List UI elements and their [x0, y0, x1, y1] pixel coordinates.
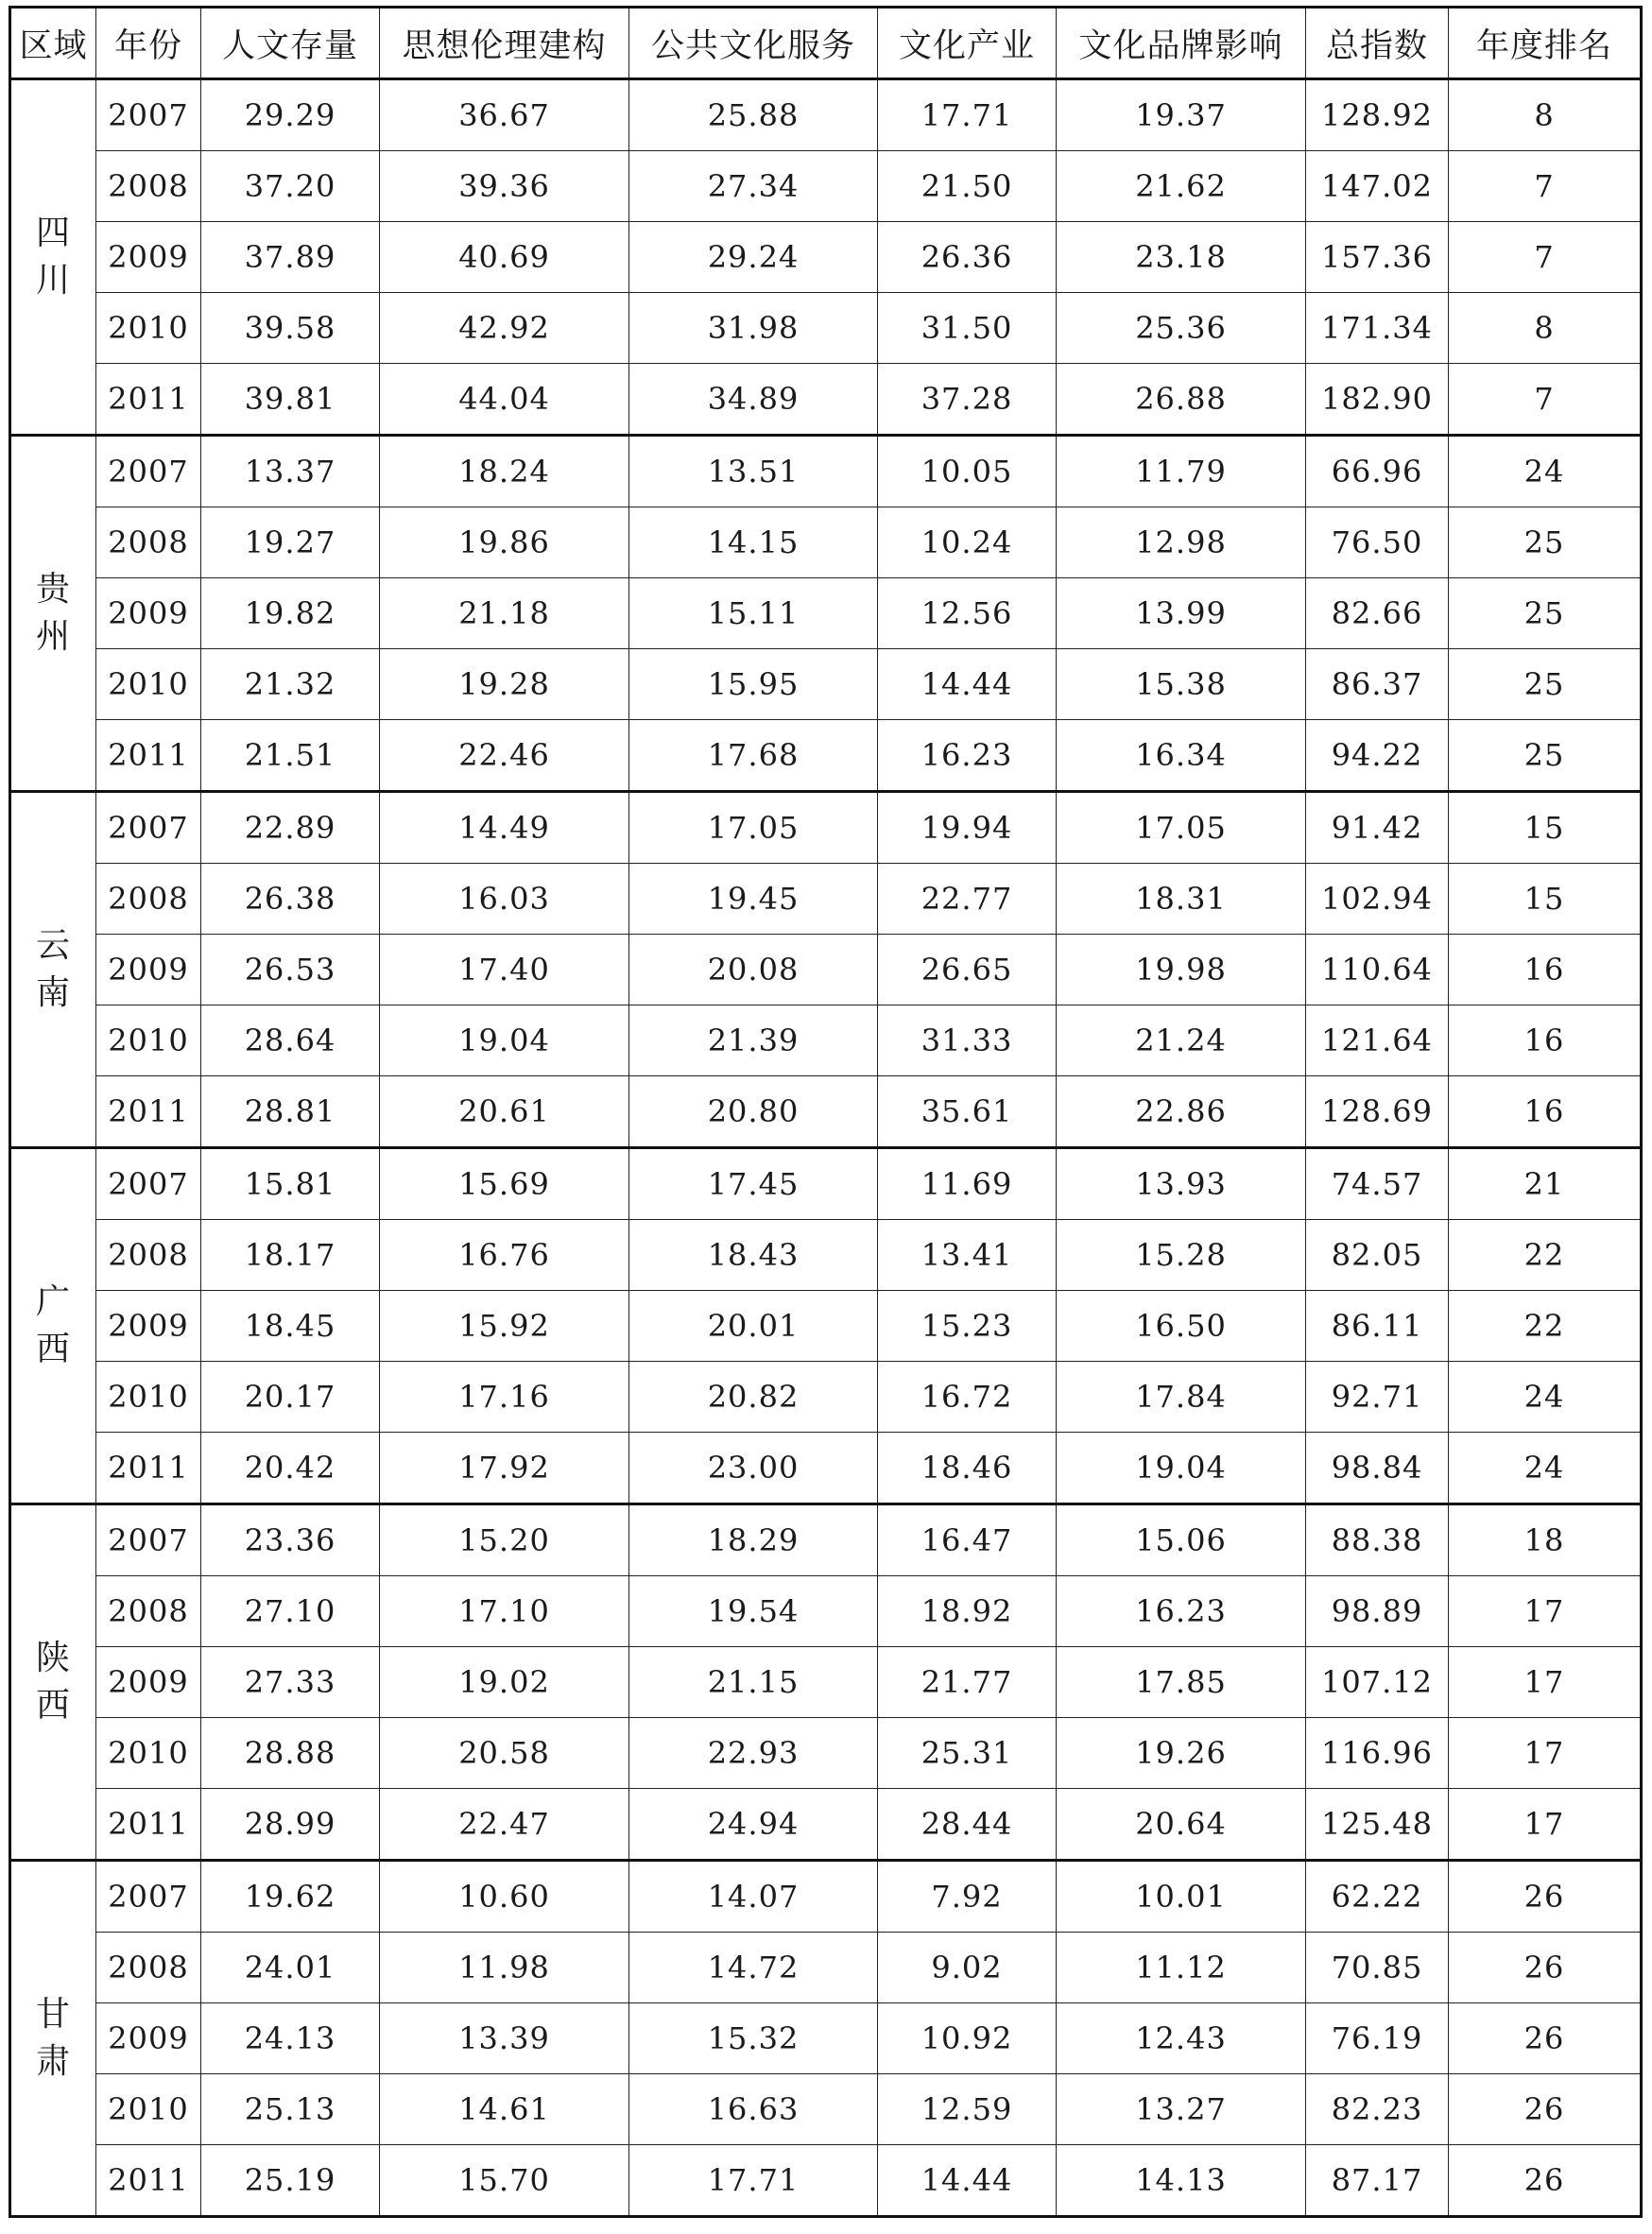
year-cell: 2011 — [96, 720, 201, 792]
public-cultural-service-cell: 20.80 — [629, 1076, 878, 1148]
annual-rank-cell: 7 — [1449, 151, 1642, 222]
annual-rank-cell: 26 — [1449, 2003, 1642, 2074]
annual-rank-cell: 15 — [1449, 792, 1642, 864]
public-cultural-service-cell: 15.95 — [629, 649, 878, 720]
region-cell — [10, 436, 96, 792]
cultural-industry-cell: 26.36 — [878, 222, 1057, 293]
cultural-stock-cell: 26.38 — [201, 864, 380, 935]
table-row — [10, 507, 1642, 578]
cultural-brand-influence-cell: 15.06 — [1057, 1504, 1306, 1576]
table-row — [10, 2145, 1642, 2217]
cultural-industry-cell: 11.69 — [878, 1148, 1057, 1220]
year-cell: 2007 — [96, 1148, 201, 1220]
total-index-cell: 121.64 — [1306, 1005, 1449, 1076]
year-cell: 2007 — [96, 792, 201, 864]
cultural-brand-influence-cell: 13.99 — [1057, 578, 1306, 649]
cultural-stock-cell: 18.17 — [201, 1220, 380, 1291]
cultural-stock-cell: 19.82 — [201, 578, 380, 649]
cultural-brand-influence-cell: 13.27 — [1057, 2074, 1306, 2145]
public-cultural-service-cell: 24.94 — [629, 1789, 878, 1861]
annual-rank-cell: 26 — [1449, 2074, 1642, 2145]
total-index-cell: 116.96 — [1306, 1718, 1449, 1789]
annual-rank-cell: 17 — [1449, 1718, 1642, 1789]
cultural-industry-cell: 13.41 — [878, 1220, 1057, 1291]
cultural-industry-cell: 16.23 — [878, 720, 1057, 792]
cultural-industry-cell: 31.50 — [878, 293, 1057, 364]
region-cell — [10, 792, 96, 1148]
cultural-stock-cell: 25.19 — [201, 2145, 380, 2217]
year-cell: 2008 — [96, 1933, 201, 2003]
annual-rank-cell: 26 — [1449, 1861, 1642, 1933]
total-index-cell: 66.96 — [1306, 436, 1449, 507]
cultural-industry-cell: 12.59 — [878, 2074, 1057, 2145]
cultural-stock-cell: 20.42 — [201, 1433, 380, 1504]
table-row — [10, 1291, 1642, 1362]
table-row — [10, 649, 1642, 720]
public-cultural-service-cell: 20.08 — [629, 935, 878, 1005]
total-index-cell: 82.66 — [1306, 578, 1449, 649]
cultural-stock-cell: 37.20 — [201, 151, 380, 222]
total-index-cell: 98.89 — [1306, 1576, 1449, 1647]
ethics-construction-cell: 17.16 — [380, 1362, 629, 1433]
header-annual-rank: 年度排名 — [1449, 8, 1642, 79]
public-cultural-service-cell: 14.07 — [629, 1861, 878, 1933]
region-name: 陕西 — [35, 1639, 71, 1725]
header-year: 年份 — [96, 8, 201, 79]
cultural-industry-cell: 9.02 — [878, 1933, 1057, 2003]
public-cultural-service-cell: 13.51 — [629, 436, 878, 507]
total-index-cell: 82.05 — [1306, 1220, 1449, 1291]
total-index-cell: 76.50 — [1306, 507, 1449, 578]
year-cell: 2010 — [96, 1005, 201, 1076]
cultural-stock-cell: 39.58 — [201, 293, 380, 364]
annual-rank-cell: 16 — [1449, 935, 1642, 1005]
total-index-cell: 87.17 — [1306, 2145, 1449, 2217]
annual-rank-cell: 22 — [1449, 1291, 1642, 1362]
public-cultural-service-cell: 25.88 — [629, 79, 878, 151]
annual-rank-cell: 26 — [1449, 1933, 1642, 2003]
cultural-stock-cell: 28.99 — [201, 1789, 380, 1861]
year-cell: 2010 — [96, 1718, 201, 1789]
ethics-construction-cell: 20.61 — [380, 1076, 629, 1148]
public-cultural-service-cell: 19.45 — [629, 864, 878, 935]
table-row — [10, 1504, 1642, 1576]
year-cell: 2011 — [96, 1433, 201, 1504]
table-row — [10, 293, 1642, 364]
public-cultural-service-cell: 20.82 — [629, 1362, 878, 1433]
ethics-construction-cell: 36.67 — [380, 79, 629, 151]
region-cell — [10, 1148, 96, 1504]
table-row — [10, 1362, 1642, 1433]
year-cell: 2010 — [96, 293, 201, 364]
annual-rank-cell: 17 — [1449, 1576, 1642, 1647]
cultural-brand-influence-cell: 25.36 — [1057, 293, 1306, 364]
ethics-construction-cell: 17.40 — [380, 935, 629, 1005]
cultural-stock-cell: 26.53 — [201, 935, 380, 1005]
total-index-cell: 92.71 — [1306, 1362, 1449, 1433]
total-index-cell: 157.36 — [1306, 222, 1449, 293]
total-index-cell: 182.90 — [1306, 364, 1449, 436]
table-row — [10, 864, 1642, 935]
total-index-cell: 147.02 — [1306, 151, 1449, 222]
year-cell: 2008 — [96, 864, 201, 935]
year-cell: 2007 — [96, 1504, 201, 1576]
cultural-industry-cell: 15.23 — [878, 1291, 1057, 1362]
ethics-construction-cell: 39.36 — [380, 151, 629, 222]
region-name: 贵州 — [35, 570, 71, 656]
cultural-brand-influence-cell: 12.98 — [1057, 507, 1306, 578]
year-cell: 2009 — [96, 222, 201, 293]
cultural-industry-cell: 35.61 — [878, 1076, 1057, 1148]
annual-rank-cell: 16 — [1449, 1076, 1642, 1148]
ethics-construction-cell: 21.18 — [380, 578, 629, 649]
cultural-industry-cell: 37.28 — [878, 364, 1057, 436]
ethics-construction-cell: 15.92 — [380, 1291, 629, 1362]
table-row — [10, 2003, 1642, 2074]
table-header — [10, 8, 1642, 79]
year-cell: 2009 — [96, 1291, 201, 1362]
total-index-cell: 74.57 — [1306, 1148, 1449, 1220]
total-index-cell: 70.85 — [1306, 1933, 1449, 2003]
cultural-industry-cell: 16.72 — [878, 1362, 1057, 1433]
cultural-stock-cell: 18.45 — [201, 1291, 380, 1362]
table-row — [10, 1647, 1642, 1718]
year-cell: 2007 — [96, 436, 201, 507]
cultural-brand-influence-cell: 17.05 — [1057, 792, 1306, 864]
year-cell: 2011 — [96, 364, 201, 436]
ethics-construction-cell: 19.04 — [380, 1005, 629, 1076]
cultural-industry-cell: 18.46 — [878, 1433, 1057, 1504]
cultural-industry-cell: 7.92 — [878, 1861, 1057, 1933]
ethics-construction-cell: 15.70 — [380, 2145, 629, 2217]
cultural-stock-cell: 37.89 — [201, 222, 380, 293]
year-cell: 2011 — [96, 2145, 201, 2217]
header-row — [10, 8, 1642, 79]
cultural-industry-cell: 31.33 — [878, 1005, 1057, 1076]
public-cultural-service-cell: 17.71 — [629, 2145, 878, 2217]
annual-rank-cell: 25 — [1449, 649, 1642, 720]
annual-rank-cell: 7 — [1449, 222, 1642, 293]
year-cell: 2008 — [96, 507, 201, 578]
cultural-brand-influence-cell: 15.28 — [1057, 1220, 1306, 1291]
annual-rank-cell: 17 — [1449, 1789, 1642, 1861]
table-row — [10, 2074, 1642, 2145]
cultural-brand-influence-cell: 19.98 — [1057, 935, 1306, 1005]
cultural-industry-cell: 16.47 — [878, 1504, 1057, 1576]
table-row — [10, 436, 1642, 507]
region-name: 云南 — [35, 926, 71, 1012]
table-row — [10, 1933, 1642, 2003]
cultural-brand-influence-cell: 15.38 — [1057, 649, 1306, 720]
total-index-cell: 86.37 — [1306, 649, 1449, 720]
table-row — [10, 364, 1642, 436]
table-row — [10, 1861, 1642, 1933]
total-index-cell: 125.48 — [1306, 1789, 1449, 1861]
cultural-brand-influence-cell: 11.79 — [1057, 436, 1306, 507]
public-cultural-service-cell: 34.89 — [629, 364, 878, 436]
ethics-construction-cell: 19.86 — [380, 507, 629, 578]
cultural-stock-cell: 24.01 — [201, 1933, 380, 2003]
annual-rank-cell: 15 — [1449, 864, 1642, 935]
header-cultural-brand-influence: 文化品牌影响 — [1057, 8, 1306, 79]
header-region: 区域 — [10, 8, 96, 79]
total-index-cell: 107.12 — [1306, 1647, 1449, 1718]
total-index-cell: 102.94 — [1306, 864, 1449, 935]
annual-rank-cell: 25 — [1449, 578, 1642, 649]
annual-rank-cell: 18 — [1449, 1504, 1642, 1576]
annual-rank-cell: 25 — [1449, 720, 1642, 792]
cultural-stock-cell: 27.10 — [201, 1576, 380, 1647]
cultural-brand-influence-cell: 23.18 — [1057, 222, 1306, 293]
annual-rank-cell: 25 — [1449, 507, 1642, 578]
header-public-cultural-service: 公共文化服务 — [629, 8, 878, 79]
public-cultural-service-cell: 16.63 — [629, 2074, 878, 2145]
public-cultural-service-cell: 17.68 — [629, 720, 878, 792]
header-cultural-industry: 文化产业 — [878, 8, 1057, 79]
table-row — [10, 1076, 1642, 1148]
region-name: 四川 — [35, 214, 71, 300]
cultural-industry-cell: 21.77 — [878, 1647, 1057, 1718]
total-index-cell: 82.23 — [1306, 2074, 1449, 2145]
ethics-construction-cell: 19.02 — [380, 1647, 629, 1718]
total-index-cell: 128.92 — [1306, 79, 1449, 151]
annual-rank-cell: 17 — [1449, 1647, 1642, 1718]
cultural-industry-cell: 17.71 — [878, 79, 1057, 151]
cultural-brand-influence-cell: 19.04 — [1057, 1433, 1306, 1504]
public-cultural-service-cell: 29.24 — [629, 222, 878, 293]
table-row — [10, 792, 1642, 864]
public-cultural-service-cell: 17.45 — [629, 1148, 878, 1220]
region-cell — [10, 79, 96, 436]
cultural-stock-cell: 24.13 — [201, 2003, 380, 2074]
public-cultural-service-cell: 31.98 — [629, 293, 878, 364]
table-row — [10, 935, 1642, 1005]
table-row — [10, 1718, 1642, 1789]
cultural-brand-influence-cell: 17.85 — [1057, 1647, 1306, 1718]
public-cultural-service-cell: 17.05 — [629, 792, 878, 864]
table-row — [10, 1005, 1642, 1076]
ethics-construction-cell: 15.69 — [380, 1148, 629, 1220]
year-cell: 2009 — [96, 578, 201, 649]
cultural-stock-cell: 19.62 — [201, 1861, 380, 1933]
table-row — [10, 1433, 1642, 1504]
table-row — [10, 1220, 1642, 1291]
ethics-construction-cell: 15.20 — [380, 1504, 629, 1576]
year-cell: 2010 — [96, 1362, 201, 1433]
annual-rank-cell: 24 — [1449, 436, 1642, 507]
year-cell: 2008 — [96, 1576, 201, 1647]
public-cultural-service-cell: 18.43 — [629, 1220, 878, 1291]
cultural-brand-influence-cell: 20.64 — [1057, 1789, 1306, 1861]
annual-rank-cell: 8 — [1449, 79, 1642, 151]
cultural-stock-cell: 39.81 — [201, 364, 380, 436]
cultural-brand-influence-cell: 21.62 — [1057, 151, 1306, 222]
cultural-stock-cell: 25.13 — [201, 2074, 380, 2145]
cultural-brand-influence-cell: 19.26 — [1057, 1718, 1306, 1789]
region-name: 甘肃 — [35, 1995, 71, 2081]
cultural-stock-cell: 19.27 — [201, 507, 380, 578]
header-cultural-stock: 人文存量 — [201, 8, 380, 79]
annual-rank-cell: 16 — [1449, 1005, 1642, 1076]
year-cell: 2007 — [96, 79, 201, 151]
region-cell — [10, 1861, 96, 2217]
public-cultural-service-cell: 20.01 — [629, 1291, 878, 1362]
culture-index-table — [9, 6, 1643, 2218]
header-ethics-construction: 思想伦理建构 — [380, 8, 629, 79]
total-index-cell: 98.84 — [1306, 1433, 1449, 1504]
cultural-brand-influence-cell: 14.13 — [1057, 2145, 1306, 2217]
cultural-industry-cell: 14.44 — [878, 2145, 1057, 2217]
ethics-construction-cell: 16.76 — [380, 1220, 629, 1291]
ethics-construction-cell: 20.58 — [380, 1718, 629, 1789]
public-cultural-service-cell: 21.39 — [629, 1005, 878, 1076]
public-cultural-service-cell: 22.93 — [629, 1718, 878, 1789]
year-cell: 2009 — [96, 935, 201, 1005]
year-cell: 2011 — [96, 1789, 201, 1861]
year-cell: 2009 — [96, 2003, 201, 2074]
public-cultural-service-cell: 27.34 — [629, 151, 878, 222]
cultural-brand-influence-cell: 17.84 — [1057, 1362, 1306, 1433]
cultural-industry-cell: 18.92 — [878, 1576, 1057, 1647]
cultural-industry-cell: 12.56 — [878, 578, 1057, 649]
year-cell: 2008 — [96, 151, 201, 222]
public-cultural-service-cell: 18.29 — [629, 1504, 878, 1576]
cultural-stock-cell: 28.88 — [201, 1718, 380, 1789]
annual-rank-cell: 24 — [1449, 1433, 1642, 1504]
cultural-stock-cell: 13.37 — [201, 436, 380, 507]
table-row — [10, 1789, 1642, 1861]
table-row — [10, 1148, 1642, 1220]
table-row — [10, 151, 1642, 222]
region-name: 广西 — [35, 1282, 71, 1368]
cultural-industry-cell: 22.77 — [878, 864, 1057, 935]
cultural-stock-cell: 15.81 — [201, 1148, 380, 1220]
cultural-brand-influence-cell: 18.31 — [1057, 864, 1306, 935]
ethics-construction-cell: 17.10 — [380, 1576, 629, 1647]
cultural-brand-influence-cell: 19.37 — [1057, 79, 1306, 151]
cultural-stock-cell: 27.33 — [201, 1647, 380, 1718]
ethics-construction-cell: 10.60 — [380, 1861, 629, 1933]
ethics-construction-cell: 40.69 — [380, 222, 629, 293]
cultural-industry-cell: 19.94 — [878, 792, 1057, 864]
table-row — [10, 79, 1642, 151]
cultural-stock-cell: 22.89 — [201, 792, 380, 864]
cultural-stock-cell: 29.29 — [201, 79, 380, 151]
annual-rank-cell: 26 — [1449, 2145, 1642, 2217]
cultural-brand-influence-cell: 26.88 — [1057, 364, 1306, 436]
ethics-construction-cell: 42.92 — [380, 293, 629, 364]
public-cultural-service-cell: 14.15 — [629, 507, 878, 578]
ethics-construction-cell: 14.49 — [380, 792, 629, 864]
ethics-construction-cell: 18.24 — [380, 436, 629, 507]
public-cultural-service-cell: 19.54 — [629, 1576, 878, 1647]
public-cultural-service-cell: 14.72 — [629, 1933, 878, 2003]
cultural-industry-cell: 10.92 — [878, 2003, 1057, 2074]
ethics-construction-cell: 16.03 — [380, 864, 629, 935]
cultural-industry-cell: 10.24 — [878, 507, 1057, 578]
total-index-cell: 110.64 — [1306, 935, 1449, 1005]
annual-rank-cell: 24 — [1449, 1362, 1642, 1433]
cultural-industry-cell: 28.44 — [878, 1789, 1057, 1861]
year-cell: 2009 — [96, 1647, 201, 1718]
header-total-index: 总指数 — [1306, 8, 1449, 79]
annual-rank-cell: 7 — [1449, 364, 1642, 436]
total-index-cell: 62.22 — [1306, 1861, 1449, 1933]
table-row — [10, 1576, 1642, 1647]
cultural-brand-influence-cell: 12.43 — [1057, 2003, 1306, 2074]
ethics-construction-cell: 22.46 — [380, 720, 629, 792]
cultural-industry-cell: 14.44 — [878, 649, 1057, 720]
ethics-construction-cell: 44.04 — [380, 364, 629, 436]
ethics-construction-cell: 14.61 — [380, 2074, 629, 2145]
cultural-brand-influence-cell: 11.12 — [1057, 1933, 1306, 2003]
cultural-brand-influence-cell: 16.23 — [1057, 1576, 1306, 1647]
public-cultural-service-cell: 15.32 — [629, 2003, 878, 2074]
ethics-construction-cell: 11.98 — [380, 1933, 629, 2003]
table-row — [10, 222, 1642, 293]
cultural-brand-influence-cell: 16.34 — [1057, 720, 1306, 792]
ethics-construction-cell: 22.47 — [380, 1789, 629, 1861]
cultural-brand-influence-cell: 22.86 — [1057, 1076, 1306, 1148]
year-cell: 2008 — [96, 1220, 201, 1291]
total-index-cell: 94.22 — [1306, 720, 1449, 792]
ethics-construction-cell: 17.92 — [380, 1433, 629, 1504]
cultural-industry-cell: 26.65 — [878, 935, 1057, 1005]
annual-rank-cell: 21 — [1449, 1148, 1642, 1220]
table-row — [10, 720, 1642, 792]
ethics-construction-cell: 13.39 — [380, 2003, 629, 2074]
cultural-stock-cell: 28.64 — [201, 1005, 380, 1076]
cultural-brand-influence-cell: 16.50 — [1057, 1291, 1306, 1362]
public-cultural-service-cell: 15.11 — [629, 578, 878, 649]
cultural-brand-influence-cell: 10.01 — [1057, 1861, 1306, 1933]
total-index-cell: 76.19 — [1306, 2003, 1449, 2074]
annual-rank-cell: 22 — [1449, 1220, 1642, 1291]
total-index-cell: 171.34 — [1306, 293, 1449, 364]
year-cell: 2007 — [96, 1861, 201, 1933]
table-body — [10, 79, 1642, 2217]
total-index-cell: 91.42 — [1306, 792, 1449, 864]
cultural-industry-cell: 25.31 — [878, 1718, 1057, 1789]
public-cultural-service-cell: 21.15 — [629, 1647, 878, 1718]
total-index-cell: 88.38 — [1306, 1504, 1449, 1576]
public-cultural-service-cell: 23.00 — [629, 1433, 878, 1504]
ethics-construction-cell: 19.28 — [380, 649, 629, 720]
cultural-stock-cell: 20.17 — [201, 1362, 380, 1433]
total-index-cell: 128.69 — [1306, 1076, 1449, 1148]
cultural-stock-cell: 28.81 — [201, 1076, 380, 1148]
cultural-stock-cell: 21.32 — [201, 649, 380, 720]
year-cell: 2010 — [96, 649, 201, 720]
region-cell — [10, 1504, 96, 1861]
cultural-stock-cell: 23.36 — [201, 1504, 380, 1576]
cultural-brand-influence-cell: 13.93 — [1057, 1148, 1306, 1220]
cultural-brand-influence-cell: 21.24 — [1057, 1005, 1306, 1076]
annual-rank-cell: 8 — [1449, 293, 1642, 364]
cultural-industry-cell: 21.50 — [878, 151, 1057, 222]
year-cell: 2010 — [96, 2074, 201, 2145]
cultural-industry-cell: 10.05 — [878, 436, 1057, 507]
cultural-stock-cell: 21.51 — [201, 720, 380, 792]
year-cell: 2011 — [96, 1076, 201, 1148]
total-index-cell: 86.11 — [1306, 1291, 1449, 1362]
table-row — [10, 578, 1642, 649]
